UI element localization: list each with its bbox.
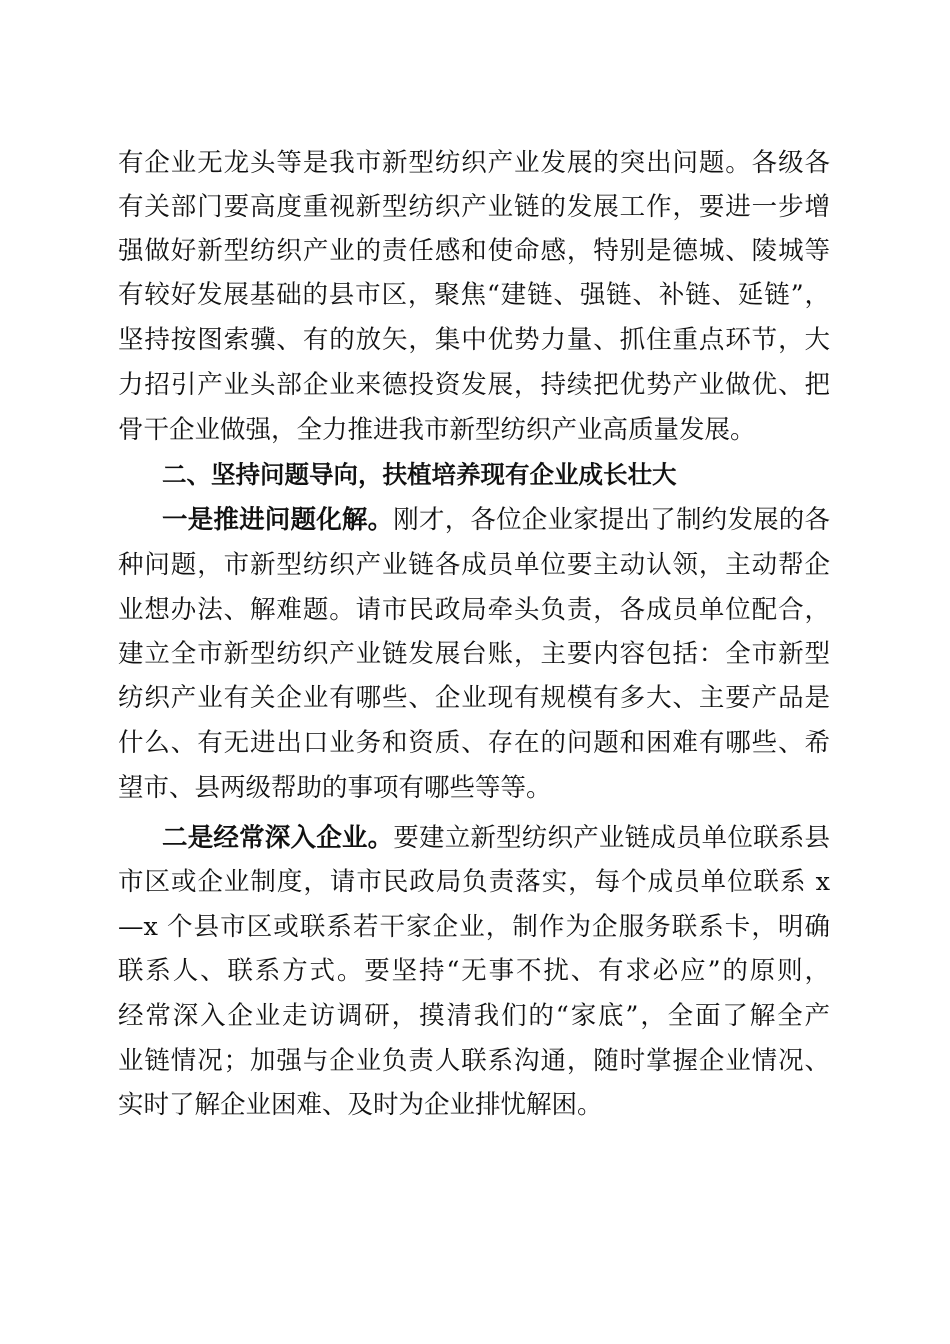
- item-2-first-line-text: 要建立新型纺织产业链成员单位联系县: [393, 823, 830, 853]
- item-2-line-3: —x 个县市区或联系若干家企业，制作为企服务联系卡，明确: [118, 912, 830, 942]
- item-2-line-4: 联系人、联系方式。要坚持“无事不扰、有求必应”的原则，: [118, 956, 830, 986]
- paragraph-1-line-6: 力招引产业头部企业来德投资发展，持续把优势产业做优、把: [118, 370, 830, 400]
- paragraph-1-line-1: 有企业无龙头等是我市新型纺织产业发展的突出问题。各级各: [118, 148, 830, 178]
- item-1-lead: 一是推进问题化解。: [162, 505, 394, 535]
- item-2-first-line: [162, 816, 830, 860]
- item-1-line-7: 望市、县两级帮助的事项有哪些等等。: [118, 773, 552, 803]
- item-1-line-3: 业想办法、解难题。请市民政局牵头负责，各成员单位配合，: [118, 595, 830, 625]
- item-1-first-line-text: 刚才，各位企业家提出了制约发展的各: [393, 505, 830, 535]
- item-2-line-6: 业链情况；加强与企业负责人联系沟通，随时掌握企业情况、: [118, 1046, 830, 1076]
- item-2-line-2: 市区或企业制度，请市民政局负责落实，每个成员单位联系 x: [118, 867, 830, 897]
- item-1-first-line: [162, 498, 830, 542]
- paragraph-1-line-2: 有关部门要高度重视新型纺织产业链的发展工作，要进一步增: [118, 192, 830, 222]
- item-1-line-6: 什么、有无进出口业务和资质、存在的问题和困难有哪些、希: [118, 728, 830, 758]
- item-1-line-4: 建立全市新型纺织产业链发展台账，主要内容包括：全市新型: [118, 639, 830, 669]
- section-heading: 二、坚持问题导向，扶植培养现有企业成长壮大: [162, 460, 677, 489]
- item-1-line-2: 种问题，市新型纺织产业链各成员单位要主动认领，主动帮企: [118, 550, 830, 580]
- paragraph-1-line-7: 骨干企业做强，全力推进我市新型纺织产业高质量发展。: [118, 415, 756, 445]
- item-2-lead: 二是经常深入企业。: [162, 823, 394, 853]
- item-2-line-5: 经常深入企业走访调研，摸清我们的“家底”，全面了解全产: [118, 1001, 830, 1031]
- item-1-line-5: 纺织产业有关企业有哪些、企业现有规模有多大、主要产品是: [118, 683, 830, 713]
- paragraph-1-line-5: 坚持按图索骥、有的放矢，集中优势力量、抓住重点环节，大: [118, 325, 830, 355]
- paragraph-1-line-4: 有较好发展基础的县市区，聚焦“建链、强链、补链、延链”，: [118, 280, 830, 310]
- paragraph-1-line-3: 强做好新型纺织产业的责任感和使命感，特别是德城、陵城等: [118, 236, 830, 266]
- item-2-line-7: 实时了解企业困难、及时为企业排忧解困。: [118, 1090, 603, 1120]
